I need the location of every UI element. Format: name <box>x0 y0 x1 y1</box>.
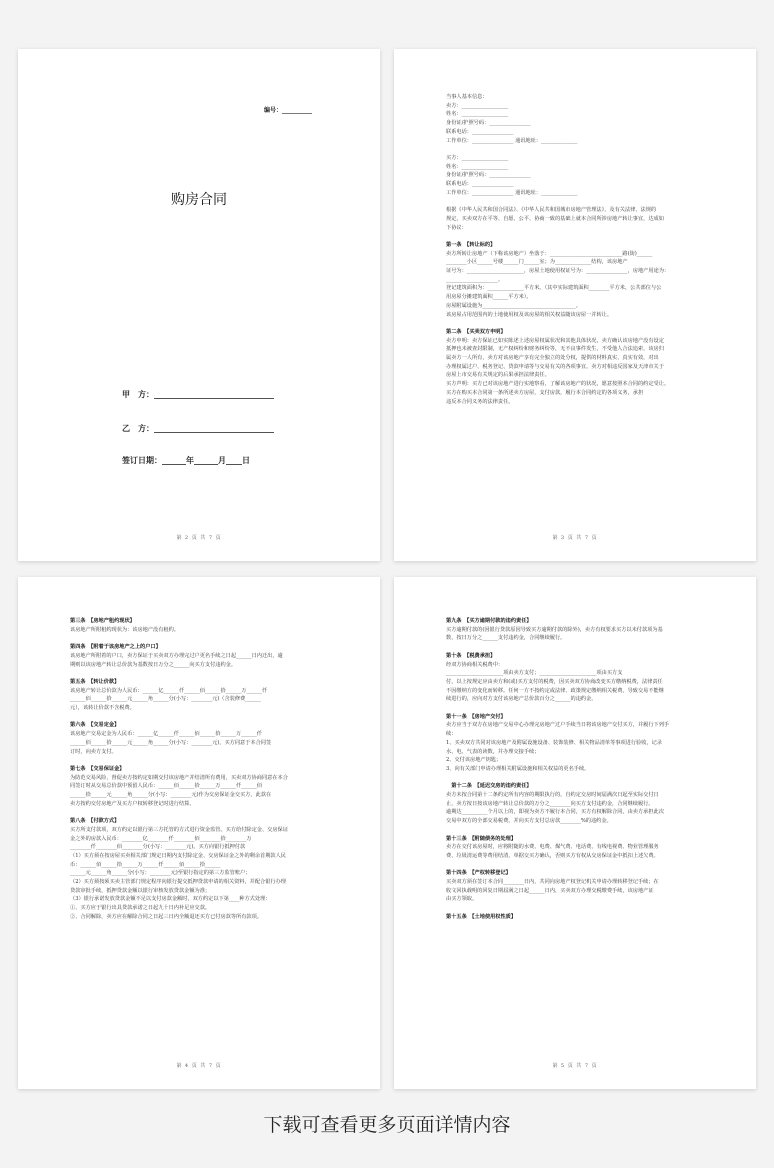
text-line: ②、合同解除，卖方应在解除合同之日起三日内全额退还买方已付房款等所有款项。 <box>70 913 262 920</box>
paragraph-gap <box>446 774 726 783</box>
paragraph-gap <box>446 643 726 652</box>
text-line: ________仟________佰________分(小写：________元)。买方向银行抵押付款 <box>70 844 246 851</box>
text-line: 止，卖方按日按该房地产转让总价款的万分之________向买方支付违约金，合同继续履行。 <box>446 800 654 807</box>
article-heading: 第八条 【付款方式】 <box>70 818 120 825</box>
contract-number-label: 编号：__________ <box>264 107 313 114</box>
download-caption: 下载可查看更多页面详情内容 <box>263 1114 511 1136</box>
page-3 <box>394 49 756 561</box>
text-line: 身份证/护照号码：________________ <box>446 172 531 179</box>
text-line: 抵押也未被查封限制，无产权纠纷和财务纠纷等，无不良事件发生，不受他人合法追索，该房归 <box>446 346 664 353</box>
text-line: 该房地产所附着的户口，卖方保证于买卖双方办理完过户更名手续之日起______日内迁出，逾 <box>70 652 283 659</box>
article-heading: 第四条 【附着于该房地产之上的户口】 <box>70 644 161 651</box>
text-line: 违反本合同义务的法律责任。 <box>446 398 514 405</box>
text-line: 房屋上市交易有关规定的后果承担法律责任。 <box>446 372 550 379</box>
article-heading: 第十四条 【产权转移登记】 <box>446 870 511 877</box>
text-line: 规定，买卖双方在平等、自愿、公平、协商一致的基础上就本合同所涉房地产转让事宜，达成如 <box>446 215 664 222</box>
text-line: ______佰______拾______元______角______分(小写：________元)（含装修费______ <box>70 696 261 703</box>
paragraph-gap <box>446 904 726 913</box>
text-line: 身份证/护照号码：________________ <box>446 120 531 127</box>
text-line: 该房地产交易定金为人民币：______亿______仟______佰______拾______万______仟 <box>70 731 262 738</box>
text-line: 1、买卖双方共同对该房地产及附属设施设备、装饰装修、相关物品清单等事项进行验收，记录 <box>446 739 662 746</box>
text-line: 逾期达__________个月以上的，即视为卖方不履行本合同，买方有权解除合同，由卖方承担此次 <box>446 809 664 816</box>
text-line: 卖方：__________________ <box>446 102 509 109</box>
text-line: 付，以上按规定应由卖方和(或)买方支付的税费，因买卖双方协商改变买方缴纳税费，法律责任 <box>446 678 663 685</box>
text-line: 收文回执载明的回复日期届满之日起______日内，买卖双方办理交税缴费手续，该房地产证 <box>446 887 654 894</box>
text-line: 不因缴纳方的变化而转移。任何一方不按约定或法律、政策规定缴纳相关税费，导致交易不能继 <box>446 687 664 694</box>
text-line: 买方逾期付款的(因银行贷款原因导致买方逾期付款的除外)，卖方有权要求买方以未付款项为基 <box>446 626 663 633</box>
text-line: 水、电、气表的读数，并办理交接手续； <box>446 748 540 755</box>
text-line: 卖方按约交付房地产及买方户权转移登记时进行结算。 <box>70 800 195 807</box>
text-line: 办理权属过户、税务登记、贷款申请等与交易有关的各项事宜。卖方对相违反国家及天津市关于 <box>446 363 664 370</box>
article-heading: 第十一条 【房地产交付】 <box>446 713 506 720</box>
text-line: ________小区______号楼______门______室；为______________结构，该房地产 <box>446 259 628 266</box>
article-heading: 第十三条 【附随债务的处理】 <box>446 835 517 842</box>
article-heading: 第七条 【交易保证金】 <box>70 765 125 772</box>
text-line: 数，按日万分之______支付违约金，合同继续履行。 <box>446 635 566 642</box>
paragraph-gap <box>446 826 726 835</box>
text-line: 该房地产所附租约现状为：该房地产没有租约。 <box>70 626 179 633</box>
text-line: 费、垃圾清运费等费用结清，单据交买方确认，否则买方有权从交房保证金中抵扣上述欠费。 <box>446 852 659 859</box>
text-line: ______拾______元______角______分(小写：________元)作为交房保证金交买方，此款在 <box>70 792 272 798</box>
text-line: 证号为：______________________，房屋土地使用权证号为：________________，房地产用途为： <box>446 268 670 275</box>
text-line: ______佰______拾______元______角______分(小写：________元)，买方同意于本合同签 <box>70 739 272 746</box>
text-line: 贷款审批手续，抵押贷款金额以银行审核发放贷款金额为准； <box>70 887 211 894</box>
article-heading: 第六条 【交易定金】 <box>70 722 120 729</box>
text-line: 卖方未按合同第十二条约定所有内容的期限执行的，自约定交房时间届满次日起至实际交付日 <box>446 792 659 799</box>
page-4 <box>18 577 380 1089</box>
article-heading: 第十二条 【延迟交房的违约责任】 <box>446 783 532 790</box>
cover-page <box>18 49 380 561</box>
text-line: 金之外的房款入民币：________亿________仟________佰________拾________万 <box>70 835 252 842</box>
text-line: 同签订时从交易总价款中预留人民币：______佰______拾______万______仟______佰 <box>70 783 262 790</box>
page-4-body <box>70 617 350 922</box>
party-a-line: 甲 方：______________________________ <box>122 389 274 399</box>
text-line: （3）银行承诺发放贷款金额不足以支付房款金额时，双方约定以下第____种方式处理： <box>70 896 271 903</box>
paragraph-gap <box>446 197 726 206</box>
text-line: 期则以该房地产转让总价款为基数按日万分之______向买方支付违约金。 <box>70 661 237 668</box>
paragraph-gap <box>446 232 726 241</box>
text-line: 续： <box>446 731 457 738</box>
article-heading: 第十五条 【土地使用权性质】 <box>446 913 517 920</box>
text-line: 用房屋分摊建筑面积______平方米）。 <box>446 294 532 301</box>
text-line: ______元______角______分(小写：________元)至银行指定的第三方监管账户； <box>70 870 251 877</box>
text-line: 买方声明：买方已对该房地产进行实地察看，了解该房地产的状况，愿意按照本合同的约定受让。 <box>446 381 670 388</box>
page-3-body <box>446 93 726 406</box>
text-line: 2、交付该房地产钥匙； <box>446 757 502 764</box>
article-heading: 第二条 【买卖双方申明】 <box>446 328 506 335</box>
paragraph-gap <box>70 756 350 765</box>
paragraph-gap <box>446 704 726 713</box>
text-line: （2）买方须按须买卖主管部门规定程序向银行提交抵押贷款申请的相关资料，并配合银行办理 <box>70 879 286 886</box>
page-footer: 第 2 页 共 7 页 <box>176 535 222 541</box>
text-line: 为防范交易风险，督促卖方按约定如期交付该房地产并结清所有费用，买卖双方协商同意在本合 <box>70 774 288 781</box>
text-line: 经双方协商相关税费中： <box>446 661 504 668</box>
text-line: 房屋附属设施为____________________________________。 <box>446 302 581 309</box>
text-line: 卖方应当于双方在房地产交易中心办理完房地产过户手续当日将该房地产交付买方，并履行下列手 <box>446 722 670 729</box>
text-line: 3、向有关部门申请办理相关附属设施和相关权益的更名手续。 <box>446 765 590 772</box>
text-line: 姓名：__________________ <box>446 163 509 170</box>
text-line: 买卖双方须在签订本合同________日内，共同向房地产权登记机关申请办理转移登记手续；在 <box>446 879 659 886</box>
text-line: ①、买方应于银行出具贷款承诺之日起九十日内补足应交款。 <box>70 905 211 912</box>
article-heading: 第九条 【买方逾期付款的违约责任】 <box>446 618 532 624</box>
paragraph-gap <box>70 634 350 643</box>
party-b-line: 乙 方：______________________________ <box>122 423 274 433</box>
text-line: 交易中双方的全部交易税费，并向买方支付总房款________%的违约金。 <box>446 818 612 825</box>
text-line: 根据《中华人民共和国合同法》、《中华人民共和国城市房地产管理法》，及有关法律、法规的 <box>446 207 657 214</box>
paragraph-gap <box>446 319 726 328</box>
text-line: 买方：__________________ <box>446 154 509 161</box>
text-line: 买方所支付款项，双方约定以银行第三方托管的方式进行资金监管。买方给付除定金、交房保证 <box>70 826 288 833</box>
text-line: 买方在购买本合同第一条所述卖方房屋，支付房款，履行本合同约定的各项义务，承担 <box>446 389 644 396</box>
text-line: ____________________。 <box>446 276 504 283</box>
article-heading: 第三条 【房地产租约现状】 <box>70 618 135 624</box>
text-line: 卖方申明：卖方保证已如实陈述上述房屋权属状况和其他具体状况，卖方确认该房地产没有设定 <box>446 337 664 344</box>
text-line: 工作单位：________________ 通讯地址：______________ <box>446 137 578 144</box>
article-heading: 第五条 【转让价款】 <box>70 678 120 685</box>
text-line: 下协议： <box>446 224 467 231</box>
text-line: ______________________项由卖方支付；______________________项由买方支 <box>446 670 623 677</box>
text-line: 卖方在交付该房屋时，应将附随的水费、电费、煤气费、电话费、有线电视费、物业管理服务 <box>446 844 659 851</box>
contract-title: 购房合同 <box>171 192 227 208</box>
paragraph-gap <box>70 669 350 678</box>
text-line: 属卖方一人所有，卖方对该房地产享有完全独立的处分权，提供的材料真实、真实有效，对出 <box>446 355 659 362</box>
text-line: 该房地产转让总价款为人民币：______亿______仟______佰______拾______万______仟 <box>70 687 268 694</box>
text-line: 该房屋占用范围内的土地使用权及该房屋的相关权益随该房屋一并转让。 <box>446 311 613 318</box>
page-5 <box>394 577 756 1089</box>
article-heading: 第十条 【税费承担】 <box>446 652 496 659</box>
sign-date-line: 签订日期：______年______月____日 <box>122 455 250 465</box>
text-line: 当事人基本信息： <box>446 94 488 100</box>
text-line: 订时，向卖方支付。 <box>70 748 117 755</box>
paragraph-gap <box>446 145 726 154</box>
text-line: 续进行的，应向对方支付该房地产总价款百分之______的违约金。 <box>446 696 597 703</box>
text-line: 由买方领取。 <box>446 896 478 903</box>
page-footer: 第 5 页 共 7 页 <box>552 1063 598 1069</box>
text-line: （1）买方须在按房屋买卖相关部门规定日期内支付除定金、交房保证金之外的剩余首期款人民 <box>70 852 286 859</box>
text-line: 联系电话：________________ <box>446 128 514 135</box>
paragraph-gap <box>446 861 726 870</box>
page-5-body <box>446 617 726 922</box>
text-line: 登记建筑面积为：______________平方米。（其中实际建筑面积________平方米，公共部位与公 <box>446 285 662 292</box>
page-footer: 第 3 页 共 7 页 <box>552 535 598 541</box>
text-line: 姓名：__________________ <box>446 111 509 118</box>
article-heading: 第一条 【转让标的】 <box>446 241 496 248</box>
paragraph-gap <box>70 808 350 817</box>
paragraph-gap <box>70 713 350 722</box>
text-line: 联系电话：________________ <box>446 181 514 188</box>
text-line: 卖方所转让房地产（下称该房地产）坐落于：____________________________路(街)______ <box>446 250 653 257</box>
text-line: 币：______佰______拾______万______仟______佰______拾______ <box>70 861 221 868</box>
page-footer: 第 4 页 共 7 页 <box>176 1063 222 1069</box>
text-line: 工作单位：________________ 通讯地址：______________ <box>446 189 578 196</box>
text-line: 元），该转让价款不含税费。 <box>70 705 135 711</box>
